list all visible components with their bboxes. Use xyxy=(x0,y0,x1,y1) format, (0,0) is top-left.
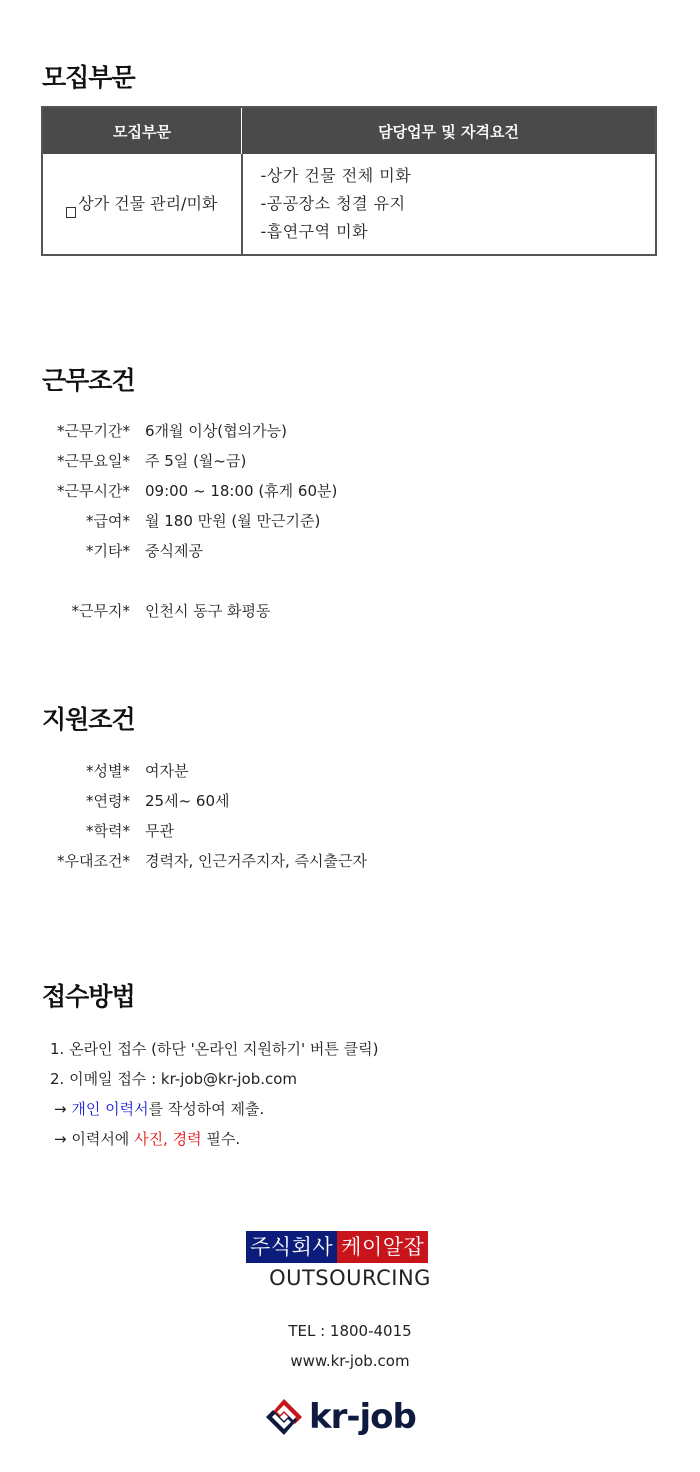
requirement-value: 무관 xyxy=(145,822,174,840)
list-item xyxy=(40,756,660,786)
list-item xyxy=(40,476,660,506)
conditions-section-title: 근무조건 xyxy=(42,366,135,395)
list-item xyxy=(40,846,660,876)
company-name-badge xyxy=(246,1231,428,1263)
list-item xyxy=(50,1124,378,1154)
logo-text: kr-job xyxy=(309,1397,416,1437)
requirement-label: *우대조건* xyxy=(57,852,130,870)
work-conditions-list xyxy=(40,416,660,626)
requirements-section-title: 지원조건 xyxy=(42,705,135,734)
apply-section-title: 접수방법 xyxy=(42,982,135,1011)
recruit-table xyxy=(41,106,657,256)
company-name-part1: 주식회사 xyxy=(246,1231,337,1263)
requirement-label: *연령* xyxy=(86,792,130,810)
duty-item: -공공장소 청결 유지 xyxy=(260,194,406,213)
condition-label: *기타* xyxy=(86,542,130,560)
list-item xyxy=(40,816,660,846)
requirements-list xyxy=(40,756,660,876)
list-item xyxy=(40,506,660,536)
condition-label: *근무기간* xyxy=(57,422,130,440)
list-item xyxy=(40,786,660,816)
list-item xyxy=(40,416,660,446)
condition-value: 09:00 ~ 18:00 (휴게 60분) xyxy=(145,482,338,500)
instruction-text: 필수. xyxy=(201,1130,241,1148)
instruction-text: → 이력서에 xyxy=(54,1130,135,1148)
requirement-value: 경력자, 인근거주지자, 즉시출근자 xyxy=(145,852,367,870)
instruction-text: 를 작성하여 제출. xyxy=(148,1100,265,1118)
apply-method-list xyxy=(50,1034,378,1154)
contact-phone: TEL : 1800-4015 xyxy=(288,1322,412,1340)
condition-value: 인천시 동구 화평동 xyxy=(145,602,271,620)
arrow-text: → xyxy=(54,1100,72,1118)
kr-job-logo xyxy=(263,1395,416,1439)
list-item xyxy=(40,596,660,626)
requirement-value: 여자분 xyxy=(145,762,189,780)
list-item xyxy=(40,536,660,566)
condition-value: 중식제공 xyxy=(145,542,203,560)
spacer xyxy=(40,566,660,596)
condition-label: *근무시간* xyxy=(57,482,130,500)
position-text: 상가 건물 관리/미화 xyxy=(78,193,218,213)
condition-value: 6개월 이상(협의가능) xyxy=(145,422,287,440)
condition-label: *근무요일* xyxy=(57,452,130,470)
requirement-label: *학력* xyxy=(86,822,130,840)
requirement-value: 25세~ 60세 xyxy=(145,792,230,810)
duty-item: -상가 건물 전체 미화 xyxy=(260,166,412,185)
checkbox-bullet-icon xyxy=(66,207,76,218)
condition-value: 주 5일 (월~금) xyxy=(145,452,247,470)
duty-item: -흡연구역 미화 xyxy=(260,222,369,241)
condition-value: 월 180 만원 (월 만근기준) xyxy=(145,512,321,530)
requirement-label: *성별* xyxy=(86,762,130,780)
condition-label: *급여* xyxy=(86,512,130,530)
kr-job-logo-icon xyxy=(263,1396,305,1438)
duties-cell xyxy=(242,154,657,255)
condition-label: *근무지* xyxy=(71,602,130,620)
list-item xyxy=(50,1094,378,1124)
table-header-duties: 담당업무 및 자격요건 xyxy=(242,107,657,154)
position-cell xyxy=(42,154,242,255)
table-row xyxy=(42,154,656,255)
list-item xyxy=(40,446,660,476)
recruit-section-title: 모집부문 xyxy=(42,63,135,92)
company-name-part2: 케이알잡 xyxy=(337,1231,428,1263)
table-header-row xyxy=(42,107,656,154)
company-tagline: OUTSOURCING xyxy=(269,1266,431,1290)
highlight-blue-text: 개인 이력서 xyxy=(71,1100,149,1118)
highlight-red-text: 사진, 경력 xyxy=(134,1130,202,1148)
list-item: 2. 이메일 접수 : kr-job@kr-job.com xyxy=(50,1070,298,1088)
table-header-position: 모집부문 xyxy=(42,107,242,154)
website-link[interactable]: www.kr-job.com xyxy=(290,1352,410,1370)
list-item: 1. 온라인 접수 (하단 '온라인 지원하기' 버튼 클릭) xyxy=(50,1040,379,1058)
